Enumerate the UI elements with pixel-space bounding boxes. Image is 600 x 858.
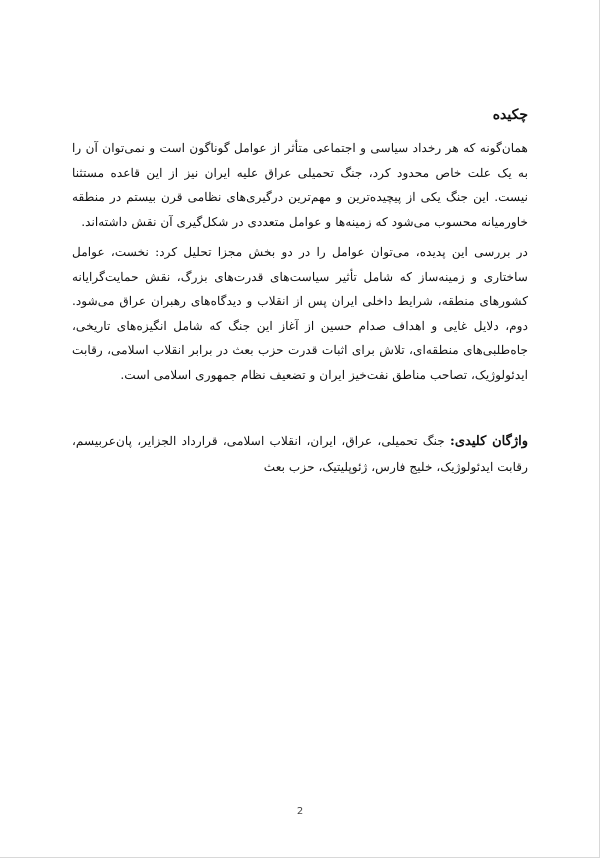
keywords-line: [72, 429, 528, 479]
keywords-list: جنگ تحمیلی، عراق، ایران، انقلاب اسلامی، قرارداد الجزایر، پان‌عربیسم، رقابت ایدئولوژیک، خلیج فارس، ژئوپلیتیک، حزب بعث: [72, 434, 528, 474]
keywords-label: واژگان کلیدی:: [450, 434, 528, 449]
page-number: 2: [296, 806, 304, 817]
abstract-paragraph-2: در بررسی این پدیده، می‌توان عوامل را در دو بخش مجزا تحلیل کرد: نخست، عوامل ساختاری و زمینه‌ساز که شامل تأثیر سیاست‌های قدرت‌های بزرگ، نقش حمایت‌گرایانه کشورهای منطقه، شرایط داخلی ایران پس از انقلاب و دیدگاه‌های رهبران عراق می‌شود. دوم، دلایل غایی و اهداف صدام حسین از آغاز این جنگ که شامل انگیزه‌های تاریخی، جاه‌طلبی‌های منطقه‌ای، تلاش برای اثبات قدرت حزب بعث در برابر انقلاب اسلامی، رقابت ایدئولوژیک، تصاحب مناطق نفت‌خیز ایران و تضعیف نظام جمهوری اسلامی است.: [72, 245, 528, 382]
abstract-paragraph-1: همان‌گونه که هر رخداد سیاسی و اجتماعی متأثر از عوامل گوناگون است و نمی‌توان آن را به یک علت خاص محدود کرد، جنگ تحمیلی عراق علیه ایران نیز از این قاعده مستثنا نیست. این جنگ یکی از پیچیده‌ترین و مهم‌ترین درگیری‌های نظامی قرن بیستم در منطقه خاورمیانه محسوب می‌شود که زمینه‌ها و عوامل متعددی در شکل‌گیری آن نقش داشته‌اند.: [72, 141, 528, 229]
abstract-section: [72, 104, 528, 479]
abstract-heading: چکیده: [492, 107, 528, 123]
